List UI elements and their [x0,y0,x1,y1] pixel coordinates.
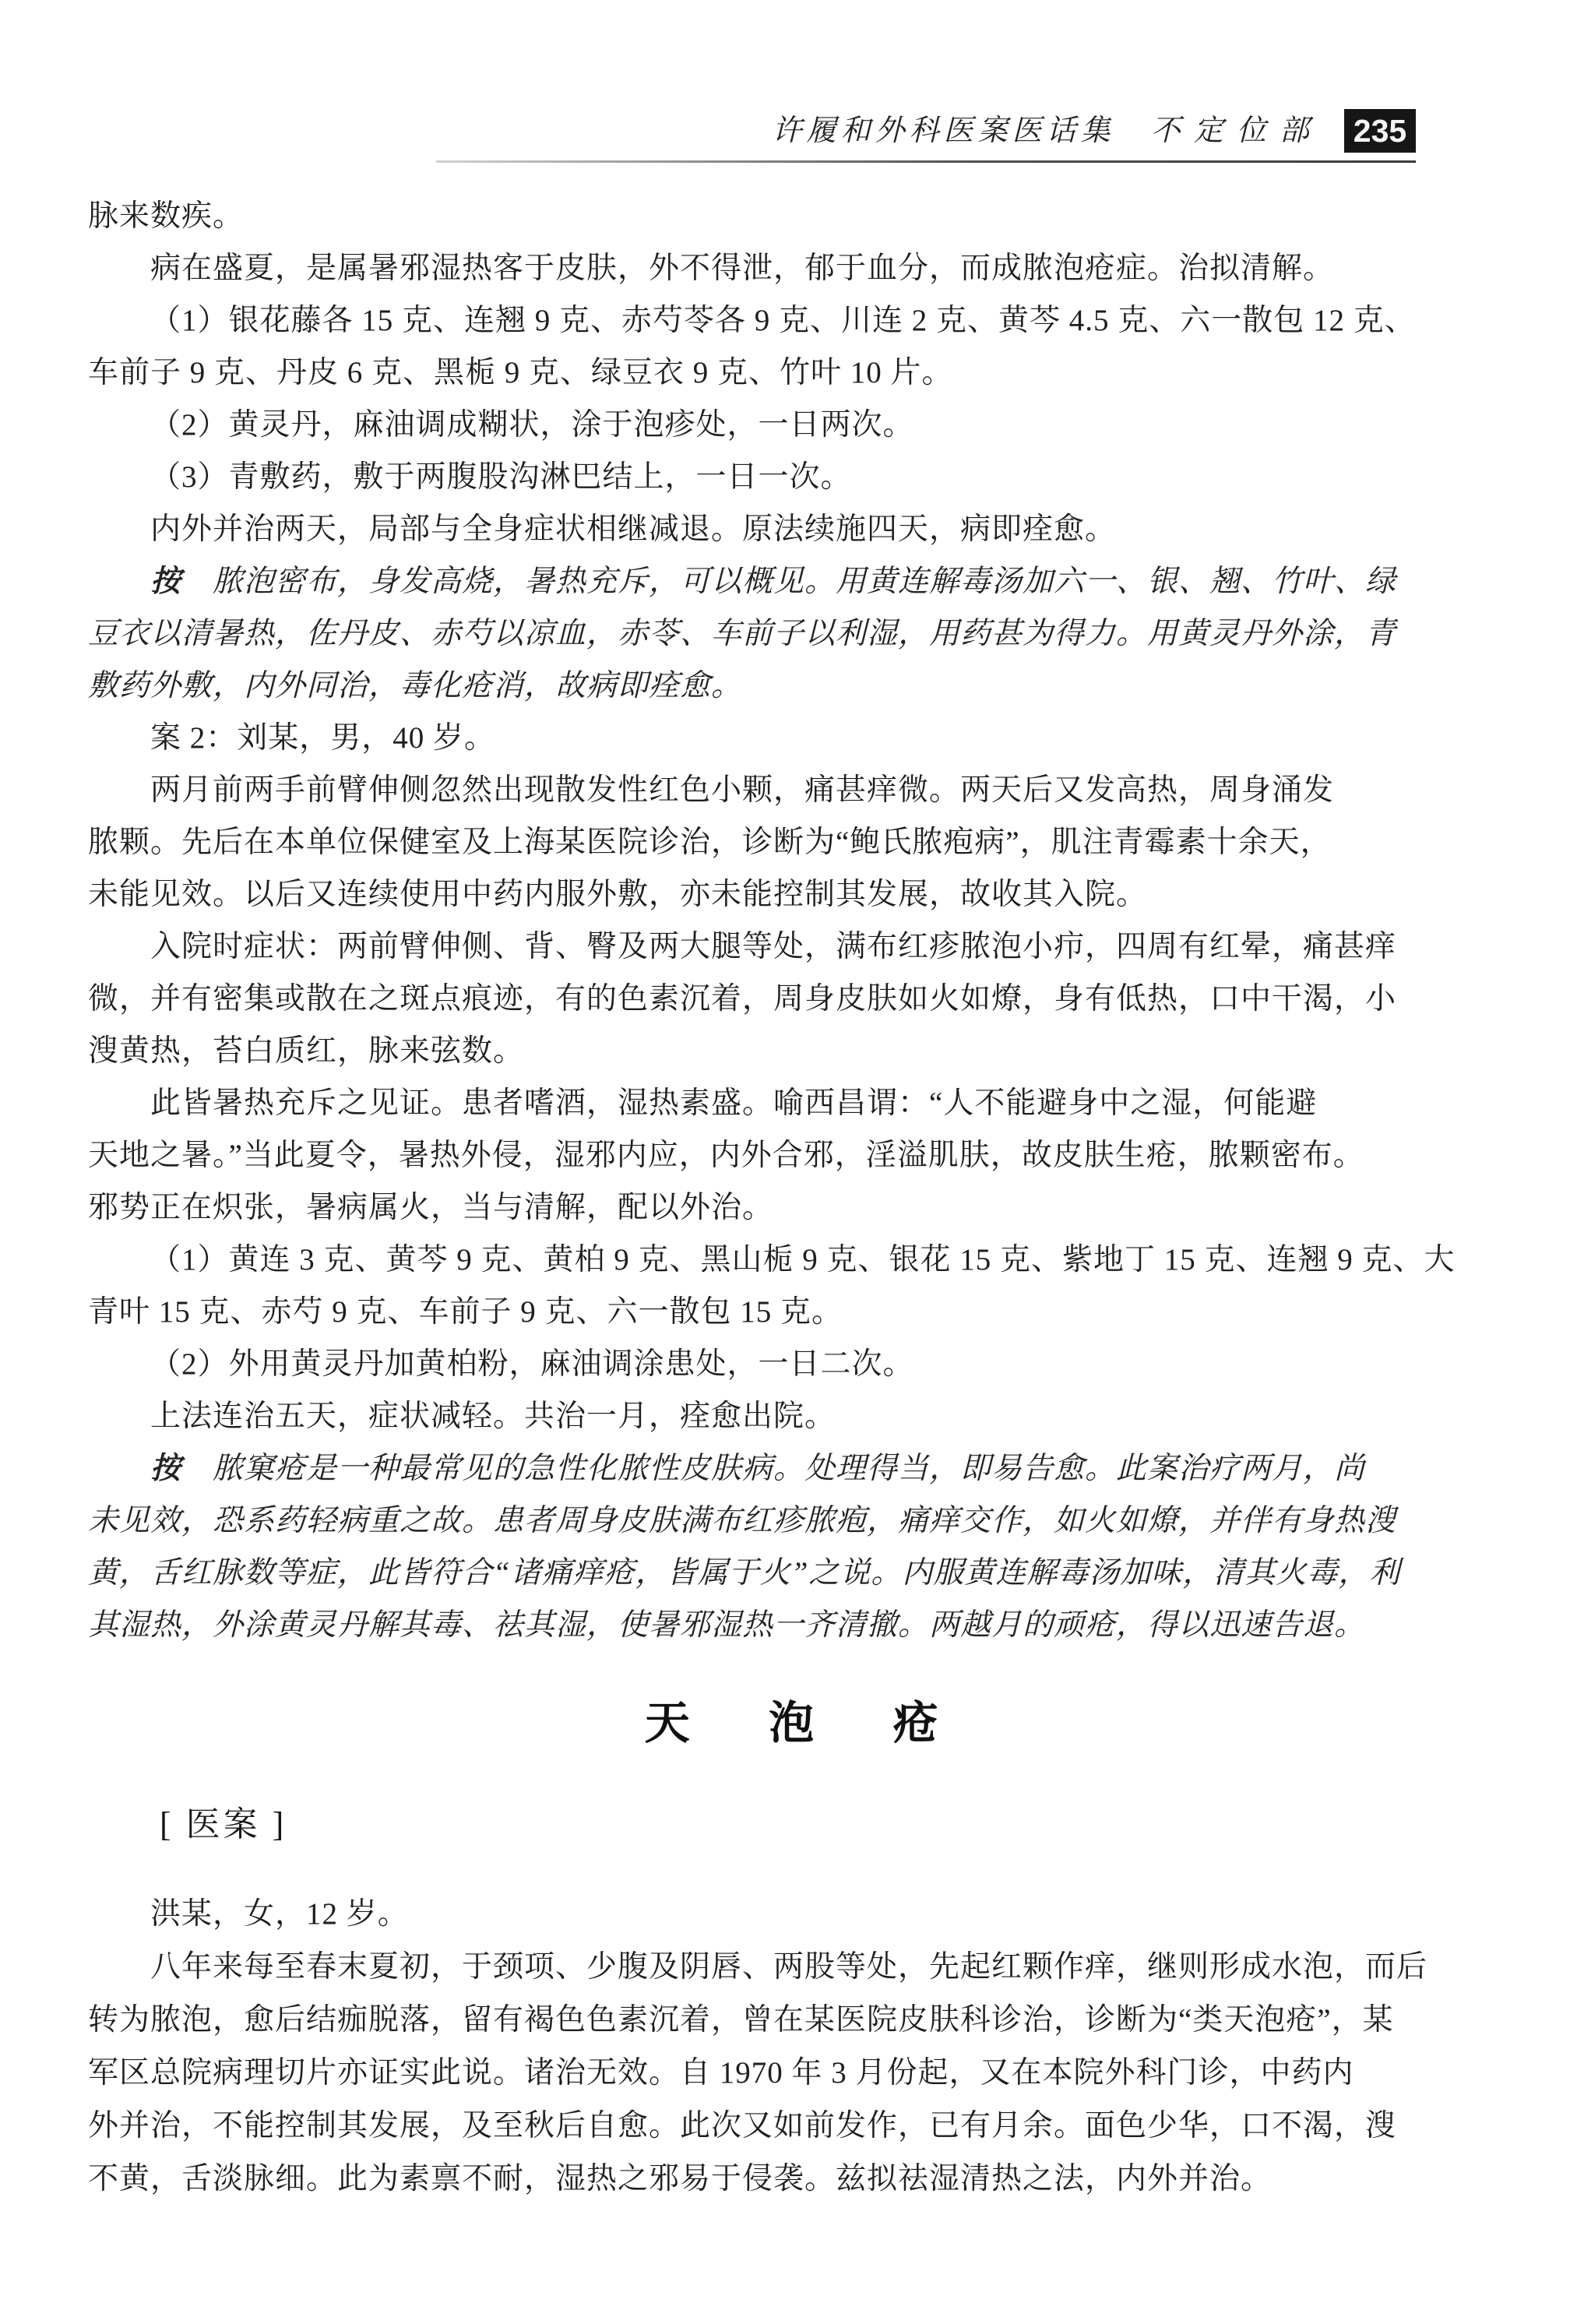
text-line: 敷药外敷，内外同治，毒化疮消，故病即痊愈。 [88,669,743,702]
text-line: 按 脓泡密布，身发高烧，暑热充斥，可以概见。用黄连解毒汤加六一、银、翘、竹叶、绿 [150,565,1397,598]
text-line: 八年来每至春末夏初，于颈项、少腹及阴唇、两股等处，先起红颗作痒，继则形成水泡，而后 [150,1950,1428,1984]
text-line: 溲黄热，苔白质红，脉来弦数。 [88,1034,525,1068]
text-line: 脓颗。先后在本单位保健室及上海某医院诊治，诊断为“鲍氏脓疱病”，肌注青霉素十余天， [88,826,1332,859]
text-line: 军区总院病理切片亦证实此说。诸治无效。自 1970 年 3 月份起，又在本院外科门诊，中药内 [88,2056,1354,2090]
header-section-label: 不定位部 [1150,114,1322,147]
text-line: 两月前两手前臂伸侧忽然出现散发性红色小颗，痛甚痒微。两天后又发高热，周身涌发 [150,773,1335,807]
text-line: 上法连治五天，症状减轻。共治一月，痊愈出院。 [150,1400,836,1433]
case-section-marker: [ 医案 ] [160,1805,287,1843]
text-line: 青叶 15 克、赤芍 9 克、车前子 9 克、六一散包 15 克。 [88,1295,843,1329]
text-line: （2）外用黄灵丹加黄柏粉，麻油调涂患处，一日二次。 [150,1347,914,1381]
text-line: （3）青敷药，敷于两腹股沟淋巴结上，一日一次。 [150,460,852,494]
page-number-badge: 235 [1344,109,1416,153]
main-text-block [88,190,1456,1651]
page-header [0,107,1416,154]
case-text-block [88,1888,1428,2206]
text-line: （2）黄灵丹，麻油调成糊状，涂于泡疹处，一日两次。 [150,408,914,442]
text-line: 此皆暑热充斥之见证。患者嗜酒，湿热素盛。喻西昌谓：“人不能避身中之湿，何能避 [150,1086,1318,1120]
text-line: 豆衣以清暑热，佐丹皮、赤芍以凉血，赤苓、车前子以利湿，用药甚为得力。用黄灵丹外涂，青 [88,617,1397,650]
text-line: 入院时症状：两前臂伸侧、背、臀及两大腿等处，满布红疹脓泡小疖，四周有红晕，痛甚痒 [150,930,1397,963]
text-line: 脉来数疾。 [88,199,245,233]
text-line: 内外并治两天，局部与全身症状相继减退。原法续施四天，病即痊愈。 [150,512,1117,546]
text-line: （1）银花藤各 15 克、连翘 9 克、赤芍苓各 9 克、川连 2 克、黄芩 4.5 克、六一散包 12 克、 [150,304,1416,337]
text-line: 天地之暑。”当此夏令，暑热外侵，湿邪内应，内外合邪，淫溢肌肤，故皮肤生疮，脓颗密布。 [88,1139,1364,1172]
text-line: 微，并有密集或散在之斑点痕迹，有的色素沉着，周身皮肤如火如燎，身有低热，口中干渴，小 [88,982,1397,1016]
text-line: 外并治，不能控制其发展，及至秋后自愈。此次又如前发作，已有月余。面色少华，口不渴，溲 [88,2109,1397,2143]
text-line: 洪某，女，12 岁。 [150,1897,409,1931]
text-line: 案 2：刘某，男，40 岁。 [150,721,496,755]
text-line: 黄，舌红脉数等症，此皆符合“诸痛痒疮，皆属于火”之说。内服黄连解毒汤加味，清其火毒，利 [88,1556,1401,1590]
text-line: 按 脓窠疮是一种最常见的急性化脓性皮肤病。处理得当，即易告愈。此案治疗两月，尚 [150,1452,1366,1485]
header-rule [436,160,1416,163]
text-line: 车前子 9 克、丹皮 6 克、黑栀 9 克、绿豆衣 9 克、竹叶 10 片。 [88,356,953,389]
text-line: 其湿热，外涂黄灵丹解其毒、祛其湿，使暑邪湿热一齐清撤。两越月的顽疮，得以迅速告退。 [88,1608,1366,1642]
chapter-title: 天泡疮 [644,1698,1018,1748]
text-line: 邪势正在炽张，暑病属火，当与清解，配以外治。 [88,1191,774,1224]
text-line: 病在盛夏，是属暑邪湿热客于皮肤，外不得泄，郁于血分，而成脓泡疮症。治拟清解。 [150,252,1335,285]
text-line: 不黄，舌淡脉细。此为素禀不耐，湿热之邪易于侵袭。兹拟祛湿清热之法，内外并治。 [88,2162,1273,2195]
book-title: 许履和外科医案医话集 [772,114,1115,147]
text-line: 转为脓泡，愈后结痂脱落，留有褐色色素沉着，曾在某医院皮肤科诊治，诊断为“类天泡疮”，某 [88,2003,1394,2037]
text-line: 未见效，恐系药轻病重之故。患者周身皮肤满布红疹脓疱，痛痒交作，如火如燎，并伴有身热溲 [88,1504,1397,1537]
text-line: （1）黄连 3 克、黄芩 9 克、黄柏 9 克、黑山栀 9 克、银花 15 克、紫地丁 15 克、连翘 9 克、大 [150,1243,1456,1276]
text-line: 未能见效。以后又连续使用中药内服外敷，亦未能控制其发展，故收其入院。 [88,878,1148,911]
